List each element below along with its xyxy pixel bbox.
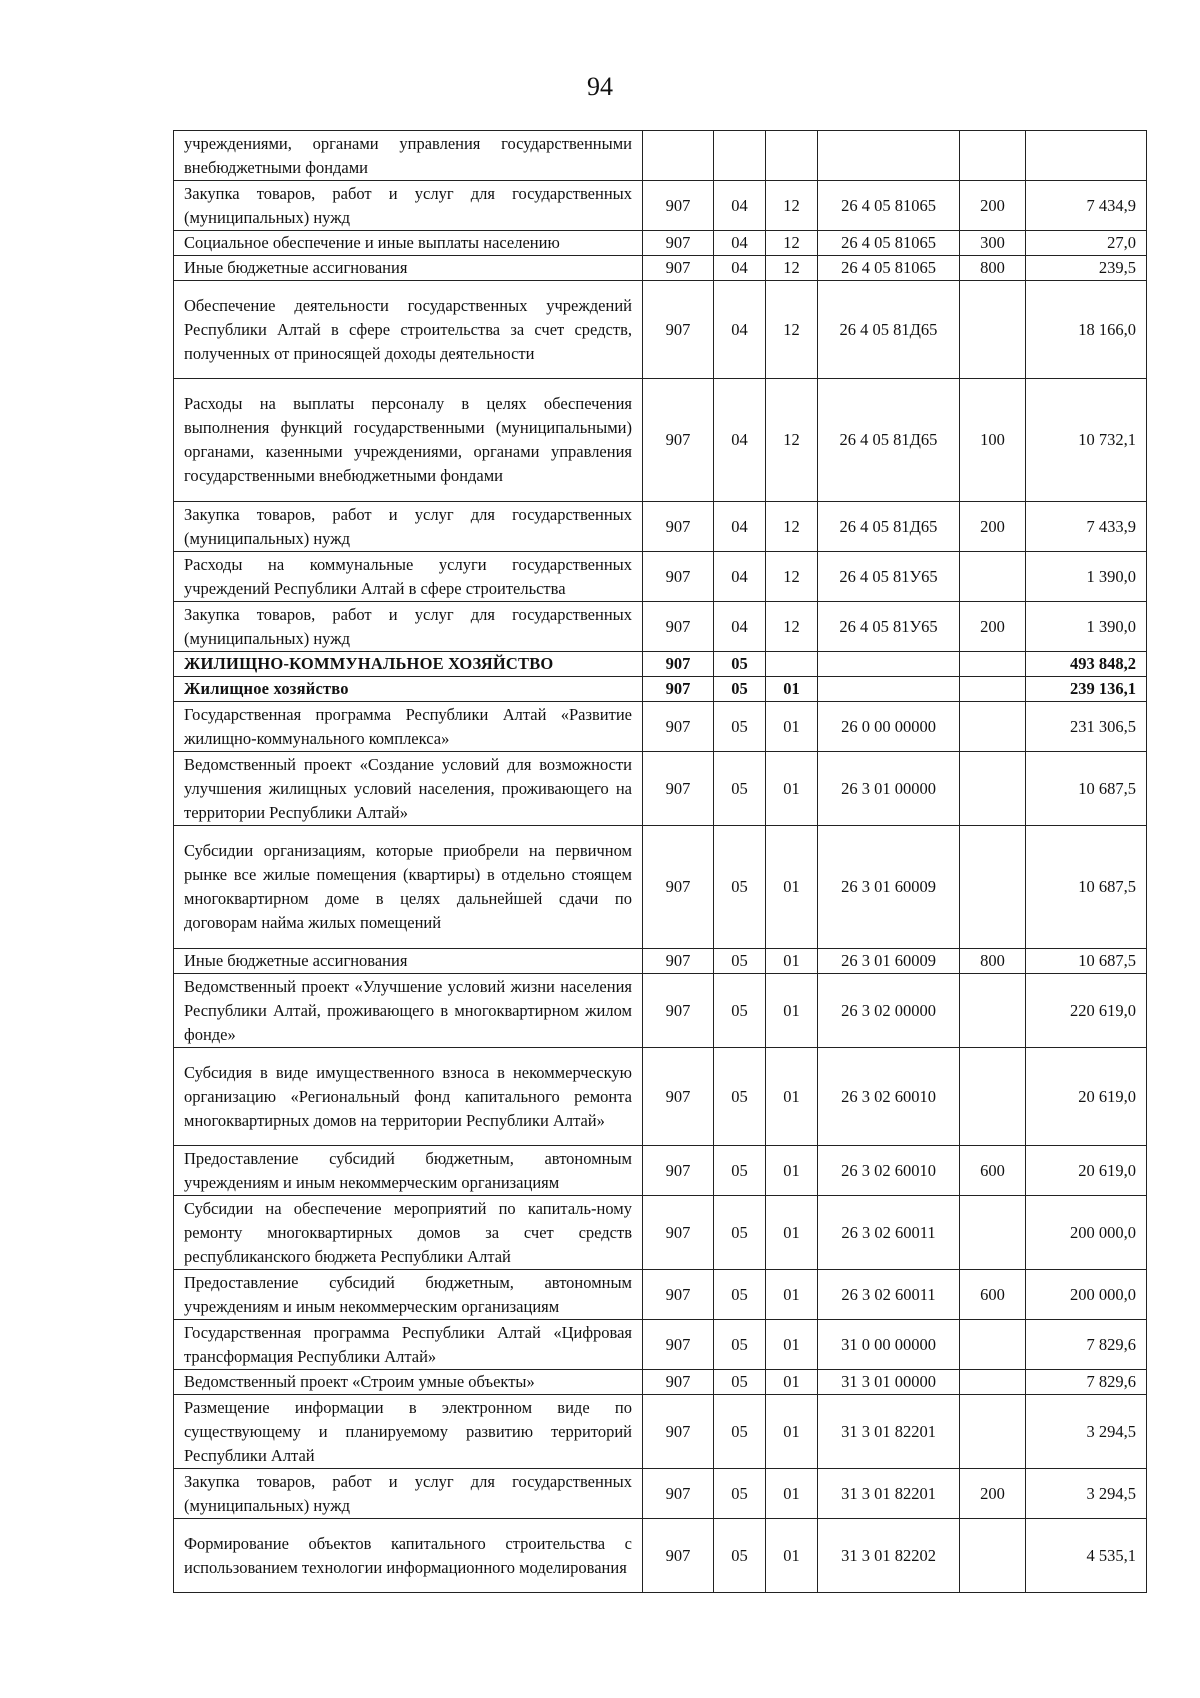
- row-expense-type-code: [960, 1370, 1026, 1395]
- table-row: [174, 702, 1147, 752]
- row-subsection-code: 01: [766, 826, 818, 949]
- row-grbs-code: 907: [643, 552, 714, 602]
- row-amount: 7 433,9: [1026, 502, 1147, 552]
- row-grbs-code: 907: [643, 974, 714, 1048]
- row-description: Иные бюджетные ассигнования: [174, 256, 643, 281]
- row-expense-type-code: [960, 752, 1026, 826]
- row-grbs-code: 907: [643, 231, 714, 256]
- row-expense-type-code: 100: [960, 379, 1026, 502]
- table-row: [174, 1469, 1147, 1519]
- table-row: [174, 1395, 1147, 1469]
- row-description: Закупка товаров, работ и услуг для государственных (муниципальных) нужд: [174, 1469, 643, 1519]
- row-expense-type-code: 200: [960, 1469, 1026, 1519]
- row-section-code: 04: [714, 502, 766, 552]
- row-target-article-code: 26 3 02 00000: [818, 974, 960, 1048]
- row-grbs-code: 907: [643, 379, 714, 502]
- row-target-article-code: [818, 652, 960, 677]
- row-target-article-code: 26 4 05 81Д65: [818, 281, 960, 379]
- row-amount: 7 829,6: [1026, 1370, 1147, 1395]
- row-expense-type-code: [960, 677, 1026, 702]
- row-grbs-code: 907: [643, 652, 714, 677]
- row-section-code: 04: [714, 231, 766, 256]
- row-target-article-code: 31 3 01 82202: [818, 1519, 960, 1593]
- row-description: Государственная программа Республики Алтай «Развитие жилищно-коммунального комплекса»: [174, 702, 643, 752]
- row-section-code: 04: [714, 181, 766, 231]
- row-target-article-code: 26 4 05 81У65: [818, 552, 960, 602]
- row-subsection-code: 01: [766, 949, 818, 974]
- row-description: Государственная программа Республики Алтай «Цифровая трансформация Республики Алтай»: [174, 1320, 643, 1370]
- row-section-code: 05: [714, 1048, 766, 1146]
- row-subsection-code: 12: [766, 552, 818, 602]
- row-expense-type-code: 200: [960, 181, 1026, 231]
- row-target-article-code: 26 3 01 00000: [818, 752, 960, 826]
- row-amount: 10 687,5: [1026, 949, 1147, 974]
- row-grbs-code: 907: [643, 1469, 714, 1519]
- row-amount: 239 136,1: [1026, 677, 1147, 702]
- row-expense-type-code: [960, 552, 1026, 602]
- row-subsection-code: 01: [766, 1320, 818, 1370]
- row-description: Закупка товаров, работ и услуг для государственных (муниципальных) нужд: [174, 602, 643, 652]
- row-target-article-code: 26 3 02 60011: [818, 1196, 960, 1270]
- row-amount: 1 390,0: [1026, 552, 1147, 602]
- row-description: Закупка товаров, работ и услуг для государственных (муниципальных) нужд: [174, 502, 643, 552]
- row-subsection-code: 01: [766, 702, 818, 752]
- table-row: [174, 826, 1147, 949]
- table-row: [174, 1320, 1147, 1370]
- row-grbs-code: 907: [643, 1320, 714, 1370]
- row-section-code: 04: [714, 256, 766, 281]
- row-subsection-code: 01: [766, 1196, 818, 1270]
- row-description: Субсидия в виде имущественного взноса в некоммерческую организацию «Региональный фонд капитального ремонта многоквартирных домов на территории Республики Алтай»: [174, 1048, 643, 1146]
- row-description: Субсидии на обеспечение мероприятий по капиталь-ному ремонту многоквартирных домов за счет средств республиканского бюджета Республики Алтай: [174, 1196, 643, 1270]
- row-description: Ведомственный проект «Создание условий для возможности улучшения жилищных условий населения, проживающего на территории Республики Алтай»: [174, 752, 643, 826]
- row-description: Ведомственный проект «Улучшение условий жизни населения Республики Алтай, проживающего в многоквартирном жилом фонде»: [174, 974, 643, 1048]
- row-description: Размещение информации в электронном виде по существующему и планируемому развитию территорий Республики Алтай: [174, 1395, 643, 1469]
- row-expense-type-code: [960, 702, 1026, 752]
- row-section-code: 05: [714, 677, 766, 702]
- row-grbs-code: 907: [643, 281, 714, 379]
- row-grbs-code: 907: [643, 1395, 714, 1469]
- row-grbs-code: 907: [643, 1146, 714, 1196]
- row-expense-type-code: 600: [960, 1270, 1026, 1320]
- row-section-code: [714, 131, 766, 181]
- row-amount: 18 166,0: [1026, 281, 1147, 379]
- row-target-article-code: 26 3 02 60011: [818, 1270, 960, 1320]
- row-grbs-code: 907: [643, 677, 714, 702]
- row-section-code: 05: [714, 826, 766, 949]
- row-section-code: 05: [714, 702, 766, 752]
- row-expense-type-code: 600: [960, 1146, 1026, 1196]
- row-amount: 493 848,2: [1026, 652, 1147, 677]
- row-description: Ведомственный проект «Строим умные объекты»: [174, 1370, 643, 1395]
- table-row: [174, 974, 1147, 1048]
- row-expense-type-code: [960, 1395, 1026, 1469]
- row-amount: 4 535,1: [1026, 1519, 1147, 1593]
- row-section-code: 04: [714, 552, 766, 602]
- table-row: [174, 379, 1147, 502]
- row-subsection-code: 12: [766, 502, 818, 552]
- row-amount: [1026, 131, 1147, 181]
- row-target-article-code: 26 4 05 81У65: [818, 602, 960, 652]
- table-row: [174, 552, 1147, 602]
- row-expense-type-code: [960, 826, 1026, 949]
- row-grbs-code: 907: [643, 1519, 714, 1593]
- row-expense-type-code: 800: [960, 256, 1026, 281]
- row-target-article-code: 26 0 00 00000: [818, 702, 960, 752]
- row-target-article-code: 26 3 01 60009: [818, 826, 960, 949]
- row-expense-type-code: [960, 652, 1026, 677]
- row-amount: 200 000,0: [1026, 1196, 1147, 1270]
- row-subsection-code: 01: [766, 1370, 818, 1395]
- row-subsection-code: 01: [766, 1270, 818, 1320]
- row-section-code: 05: [714, 1519, 766, 1593]
- row-description: Предоставление субсидий бюджетным, автономным учреждениям и иным некоммерческим организациям: [174, 1146, 643, 1196]
- row-target-article-code: 26 3 02 60010: [818, 1146, 960, 1196]
- row-section-code: 04: [714, 281, 766, 379]
- table-row: [174, 652, 1147, 677]
- row-section-code: 05: [714, 1395, 766, 1469]
- row-target-article-code: 26 3 02 60010: [818, 1048, 960, 1146]
- row-subsection-code: 01: [766, 1146, 818, 1196]
- row-amount: 200 000,0: [1026, 1270, 1147, 1320]
- row-grbs-code: 907: [643, 702, 714, 752]
- row-subsection-code: [766, 131, 818, 181]
- row-amount: 20 619,0: [1026, 1048, 1147, 1146]
- row-expense-type-code: 800: [960, 949, 1026, 974]
- row-amount: 10 732,1: [1026, 379, 1147, 502]
- row-expense-type-code: [960, 1196, 1026, 1270]
- row-section-code: 05: [714, 1270, 766, 1320]
- row-subsection-code: 12: [766, 379, 818, 502]
- row-subsection-code: 01: [766, 752, 818, 826]
- page-number: 94: [587, 72, 613, 101]
- row-description: Субсидии организациям, которые приобрели на первичном рынке все жилые помещения (квартиры) в отдельно стоящем многоквартирном доме в целях дальнейшей сдачи по договорам найма жилых помещений: [174, 826, 643, 949]
- row-amount: 10 687,5: [1026, 752, 1147, 826]
- row-target-article-code: 26 4 05 81065: [818, 181, 960, 231]
- table-row: [174, 131, 1147, 181]
- table-row: [174, 1196, 1147, 1270]
- table-row: [174, 602, 1147, 652]
- row-grbs-code: 907: [643, 1196, 714, 1270]
- row-expense-type-code: [960, 1519, 1026, 1593]
- row-subsection-code: 01: [766, 1048, 818, 1146]
- table-row: [174, 256, 1147, 281]
- row-expense-type-code: [960, 1320, 1026, 1370]
- row-section-code: 05: [714, 752, 766, 826]
- row-grbs-code: 907: [643, 949, 714, 974]
- row-subsection-code: 12: [766, 181, 818, 231]
- row-target-article-code: 31 3 01 82201: [818, 1469, 960, 1519]
- row-expense-type-code: 300: [960, 231, 1026, 256]
- row-amount: 3 294,5: [1026, 1395, 1147, 1469]
- row-amount: 3 294,5: [1026, 1469, 1147, 1519]
- table-row: [174, 281, 1147, 379]
- row-description: ЖИЛИЩНО-КОММУНАЛЬНОЕ ХОЗЯЙСТВО: [174, 652, 643, 677]
- row-section-code: 05: [714, 1320, 766, 1370]
- row-subsection-code: 12: [766, 231, 818, 256]
- row-amount: 1 390,0: [1026, 602, 1147, 652]
- row-expense-type-code: [960, 1048, 1026, 1146]
- row-expense-type-code: 200: [960, 602, 1026, 652]
- row-grbs-code: 907: [643, 502, 714, 552]
- table-row: [174, 231, 1147, 256]
- row-description: Обеспечение деятельности государственных учреждений Республики Алтай в сфере строительства за счет средств, полученных от приносящей доходы деятельности: [174, 281, 643, 379]
- table-row: [174, 1270, 1147, 1320]
- row-section-code: 05: [714, 1146, 766, 1196]
- row-target-article-code: 31 0 00 00000: [818, 1320, 960, 1370]
- row-subsection-code: 01: [766, 1395, 818, 1469]
- row-target-article-code: [818, 131, 960, 181]
- row-subsection-code: 12: [766, 281, 818, 379]
- row-amount: 7 434,9: [1026, 181, 1147, 231]
- row-target-article-code: 26 3 01 60009: [818, 949, 960, 974]
- row-subsection-code: 12: [766, 256, 818, 281]
- row-section-code: 05: [714, 1370, 766, 1395]
- table-row: [174, 1048, 1147, 1146]
- row-description: Расходы на коммунальные услуги государственных учреждений Республики Алтай в сфере строительства: [174, 552, 643, 602]
- row-expense-type-code: 200: [960, 502, 1026, 552]
- row-amount: 10 687,5: [1026, 826, 1147, 949]
- row-section-code: 05: [714, 1469, 766, 1519]
- row-target-article-code: 26 4 05 81065: [818, 256, 960, 281]
- row-subsection-code: 01: [766, 1519, 818, 1593]
- row-grbs-code: 907: [643, 181, 714, 231]
- row-expense-type-code: [960, 974, 1026, 1048]
- row-description: Жилищное хозяйство: [174, 677, 643, 702]
- row-grbs-code: [643, 131, 714, 181]
- row-subsection-code: [766, 652, 818, 677]
- row-amount: 231 306,5: [1026, 702, 1147, 752]
- table-row: [174, 752, 1147, 826]
- table-row: [174, 1370, 1147, 1395]
- row-target-article-code: [818, 677, 960, 702]
- row-subsection-code: 01: [766, 677, 818, 702]
- row-grbs-code: 907: [643, 1370, 714, 1395]
- row-amount: 220 619,0: [1026, 974, 1147, 1048]
- row-section-code: 04: [714, 602, 766, 652]
- row-target-article-code: 26 4 05 81065: [818, 231, 960, 256]
- row-grbs-code: 907: [643, 752, 714, 826]
- row-target-article-code: 31 3 01 00000: [818, 1370, 960, 1395]
- table-row: [174, 181, 1147, 231]
- row-description: Формирование объектов капитального строительства с использованием технологии информационного моделирования: [174, 1519, 643, 1593]
- row-section-code: 05: [714, 949, 766, 974]
- row-amount: 20 619,0: [1026, 1146, 1147, 1196]
- row-description: Социальное обеспечение и иные выплаты населению: [174, 231, 643, 256]
- row-section-code: 04: [714, 379, 766, 502]
- table-row: [174, 502, 1147, 552]
- row-grbs-code: 907: [643, 602, 714, 652]
- row-section-code: 05: [714, 1196, 766, 1270]
- table-row: [174, 1146, 1147, 1196]
- row-section-code: 05: [714, 974, 766, 1048]
- table-row: [174, 677, 1147, 702]
- row-grbs-code: 907: [643, 1270, 714, 1320]
- row-description: учреждениями, органами управления государственными внебюджетными фондами: [174, 131, 643, 181]
- row-description: Иные бюджетные ассигнования: [174, 949, 643, 974]
- row-subsection-code: 12: [766, 602, 818, 652]
- budget-table-body: [174, 131, 1147, 1593]
- row-amount: 239,5: [1026, 256, 1147, 281]
- row-subsection-code: 01: [766, 1469, 818, 1519]
- row-amount: 27,0: [1026, 231, 1147, 256]
- row-grbs-code: 907: [643, 826, 714, 949]
- row-subsection-code: 01: [766, 974, 818, 1048]
- table-row: [174, 949, 1147, 974]
- row-grbs-code: 907: [643, 256, 714, 281]
- row-description: Предоставление субсидий бюджетным, автономным учреждениям и иным некоммерческим организациям: [174, 1270, 643, 1320]
- row-target-article-code: 26 4 05 81Д65: [818, 502, 960, 552]
- table-row: [174, 1519, 1147, 1593]
- budget-table: [173, 130, 1147, 1593]
- row-grbs-code: 907: [643, 1048, 714, 1146]
- row-target-article-code: 31 3 01 82201: [818, 1395, 960, 1469]
- row-expense-type-code: [960, 131, 1026, 181]
- row-expense-type-code: [960, 281, 1026, 379]
- row-description: Расходы на выплаты персоналу в целях обеспечения выполнения функций государственными (муниципальными) органами, казенными учреждениями, органами управления государственными внебюджетными фондами: [174, 379, 643, 502]
- row-target-article-code: 26 4 05 81Д65: [818, 379, 960, 502]
- row-amount: 7 829,6: [1026, 1320, 1147, 1370]
- row-section-code: 05: [714, 652, 766, 677]
- row-description: Закупка товаров, работ и услуг для государственных (муниципальных) нужд: [174, 181, 643, 231]
